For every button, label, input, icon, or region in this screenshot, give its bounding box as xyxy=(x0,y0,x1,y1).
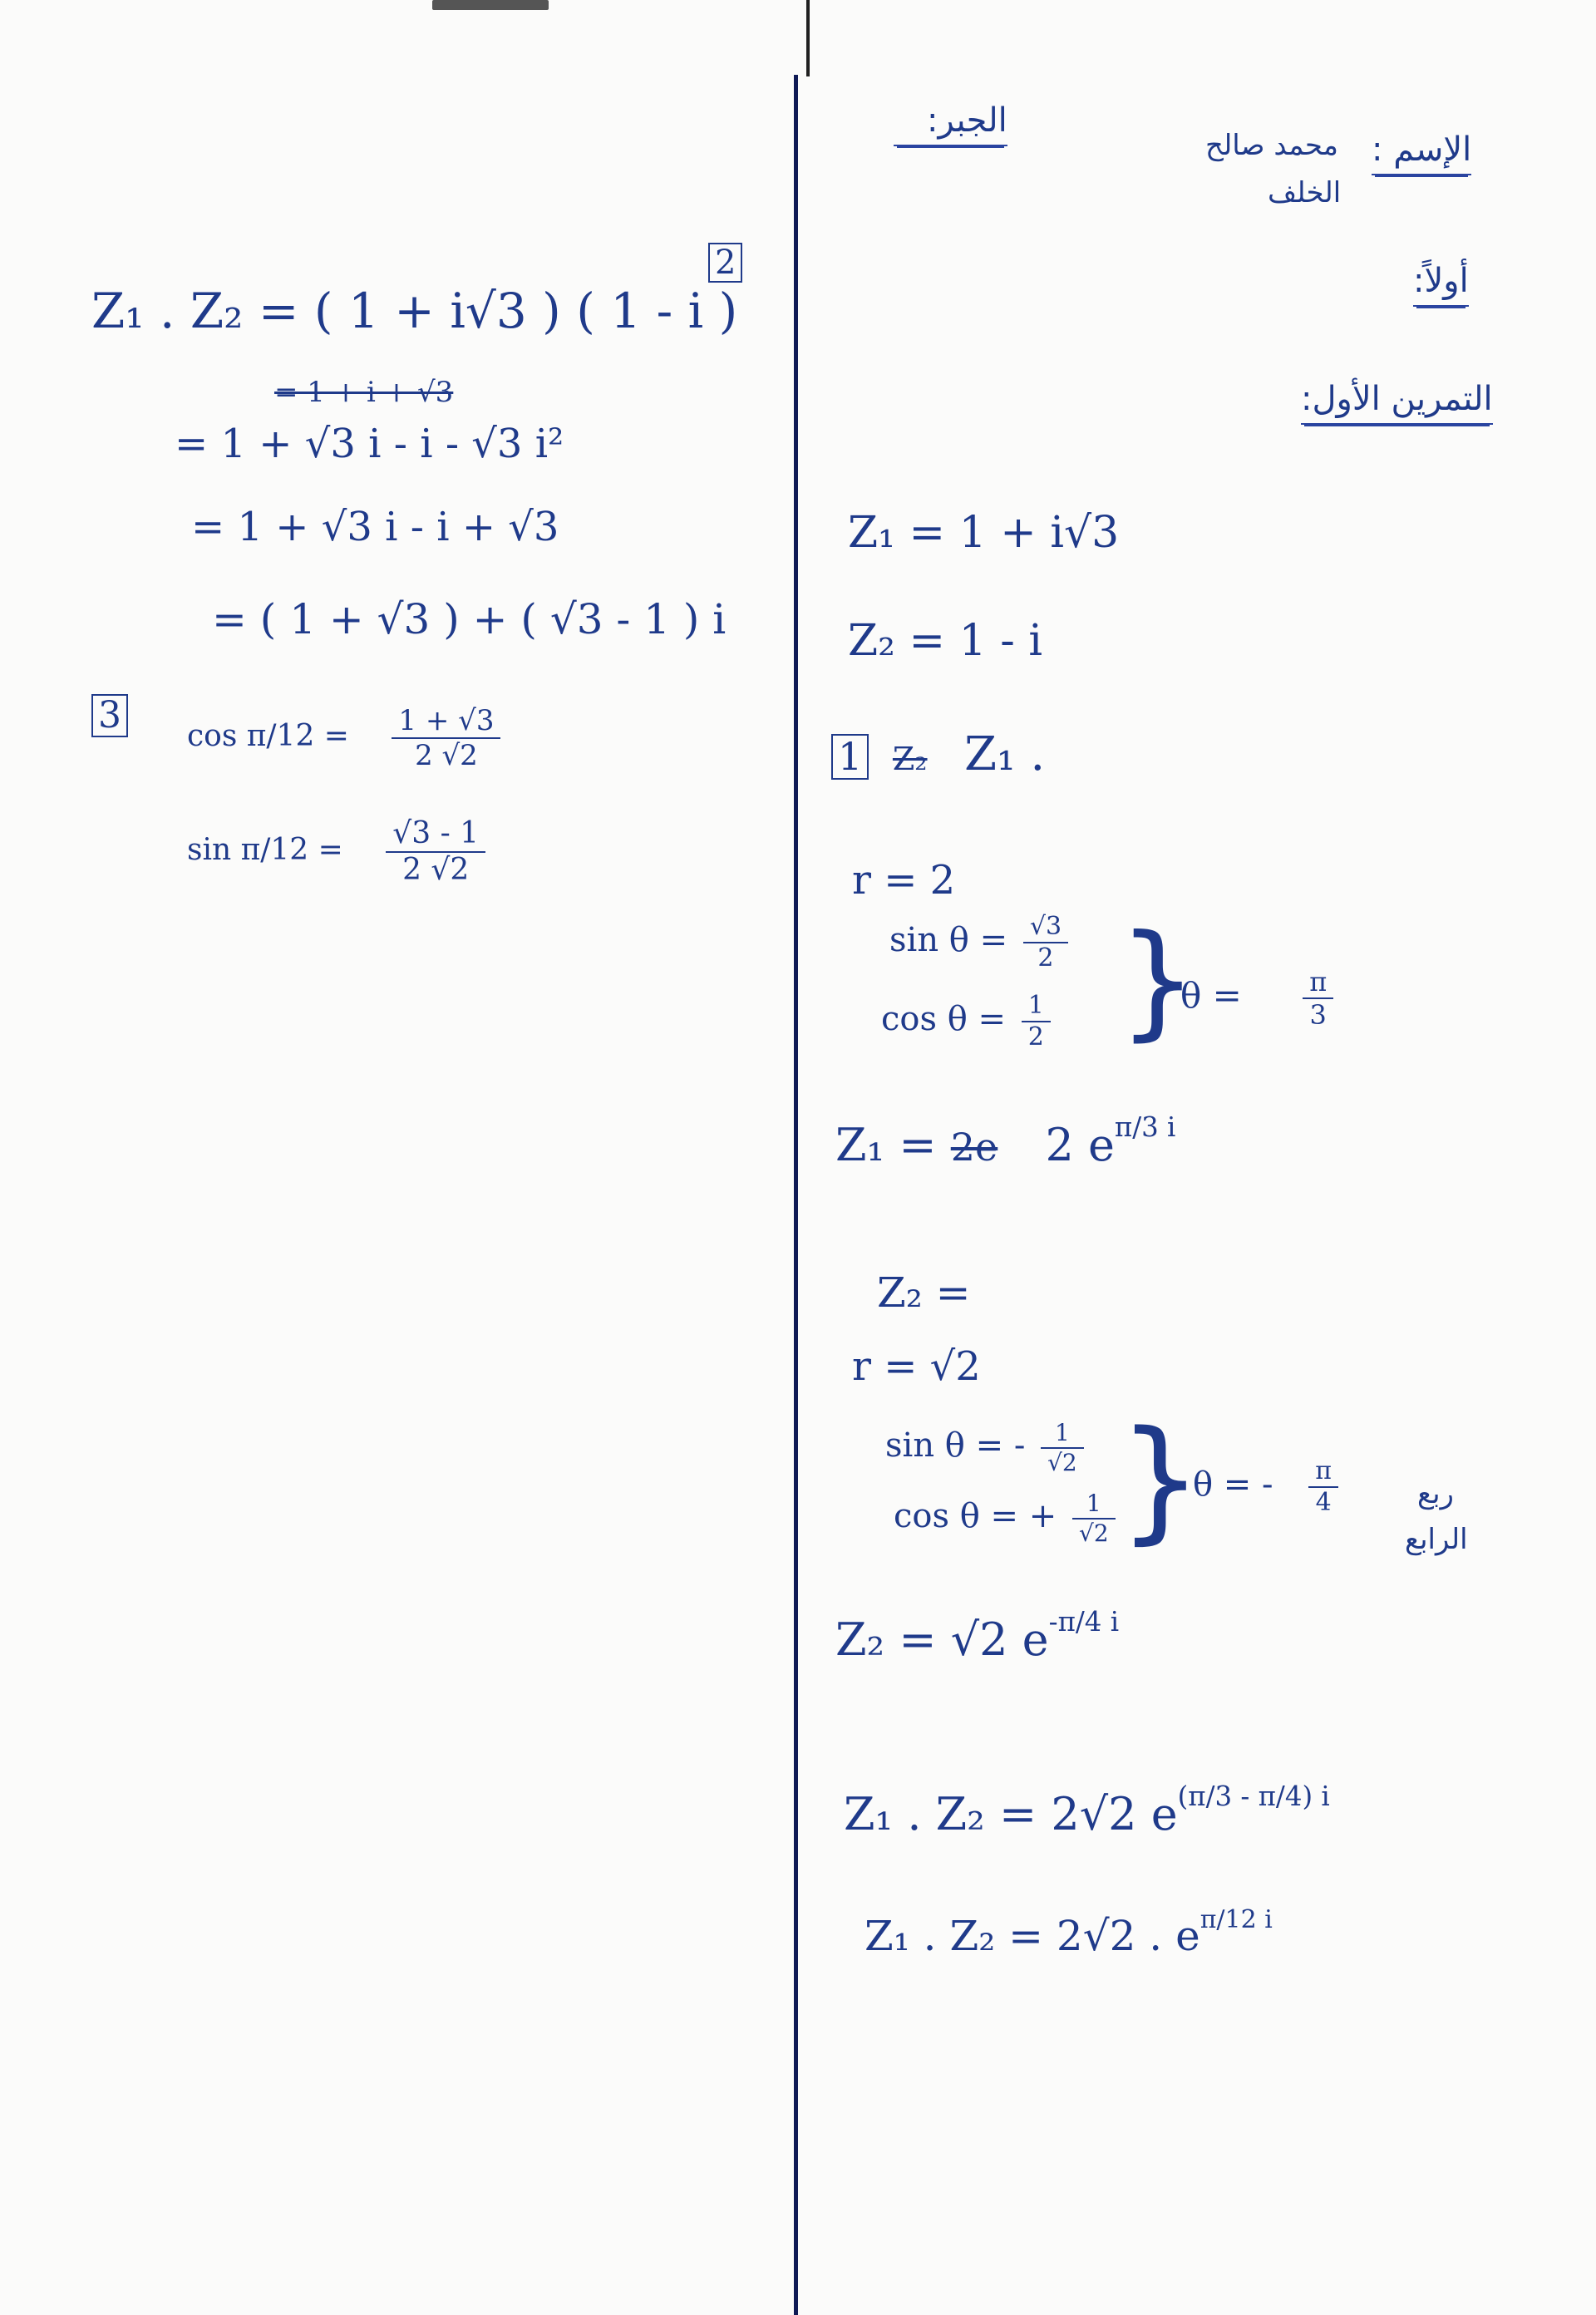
student-name-line2: الخلف xyxy=(1268,176,1342,209)
z2-label: Z₂ = xyxy=(877,1268,971,1317)
top-binding-strip xyxy=(432,0,549,10)
z2-exponential: Z₂ = √2 $e^{-\pi/4 i}$ xyxy=(835,1606,1120,1667)
question-1-box: 1 xyxy=(831,734,869,780)
brace-z1: } xyxy=(1118,909,1198,1053)
modulus-z2: r = √2 xyxy=(852,1343,981,1390)
sin-pi-12: sin π/12 = $\frac{√3 - 1}{2 √2}$ xyxy=(187,819,490,885)
student-name: محمد صالح xyxy=(1205,129,1339,162)
exercise-title: التمرين الأول: xyxy=(1301,382,1493,416)
cos-theta-z2: cos θ = + $\frac{1}{√2}$ xyxy=(894,1492,1121,1545)
product-step-1: Z₁ . Z₂ = 2√2 $e^{(\pi/3 - \pi/4) i}$ xyxy=(844,1781,1330,1841)
product-step-2: Z₁ . Z₂ = 2√2 . $e^{\pi/12 i}$ xyxy=(864,1905,1273,1960)
question-2-box: 2 xyxy=(708,243,742,283)
modulus-z1: r = 2 xyxy=(852,857,956,904)
name-label: الإسم : xyxy=(1372,133,1471,166)
question-3-box: 3 xyxy=(91,694,128,737)
sin-theta-z1: sin θ = $\frac{√3}{2}$ xyxy=(889,914,1073,971)
expansion-line-3: = ( 1 + √3 ) + ( √3 - 1 ) i xyxy=(212,595,727,643)
cos-theta-z1: cos θ = $\frac{1}{2}$ xyxy=(881,993,1056,1050)
expansion-line-1: = 1 + √3 i - i - √3 i² xyxy=(175,421,564,467)
top-fold-line xyxy=(806,0,810,76)
product-expression: Z₁ . Z₂ = ( 1 + i√3 ) ( 1 - i ) xyxy=(91,283,738,339)
theta-z1: θ = $\frac{\pi}{3}$ xyxy=(1180,968,1338,1028)
struck-line: = 1 + i + √3 xyxy=(274,376,454,409)
cos-pi-12: cos π/12 = $\frac{1 + √3}{2 √2}$ xyxy=(187,707,505,770)
z2-definition: Z₂ = 1 - i xyxy=(848,616,1042,666)
z1-definition: Z₁ = 1 + i√3 xyxy=(848,508,1120,558)
expansion-line-2: = 1 + √3 i - i + √3 xyxy=(191,504,559,550)
z1-exponential: Z₁ = 2e 2 $e^{\pi/3 i}$ xyxy=(835,1111,1176,1172)
subject-title: الجبر: xyxy=(894,104,1007,137)
quadrant-note-2: الرابع xyxy=(1405,1523,1468,1556)
brace-z2: } xyxy=(1118,1401,1203,1557)
theta-z2: θ = - $\frac{\pi}{4}$ xyxy=(1193,1459,1343,1515)
sin-theta-z2: sin θ = - $\frac{1}{√2}$ xyxy=(885,1421,1089,1475)
quadrant-note-1: ربع xyxy=(1417,1477,1454,1510)
section-title: أولاً: xyxy=(1413,264,1469,298)
column-divider xyxy=(794,75,798,2315)
question-1: 1 Z₂ Z₁ . xyxy=(831,731,1045,780)
